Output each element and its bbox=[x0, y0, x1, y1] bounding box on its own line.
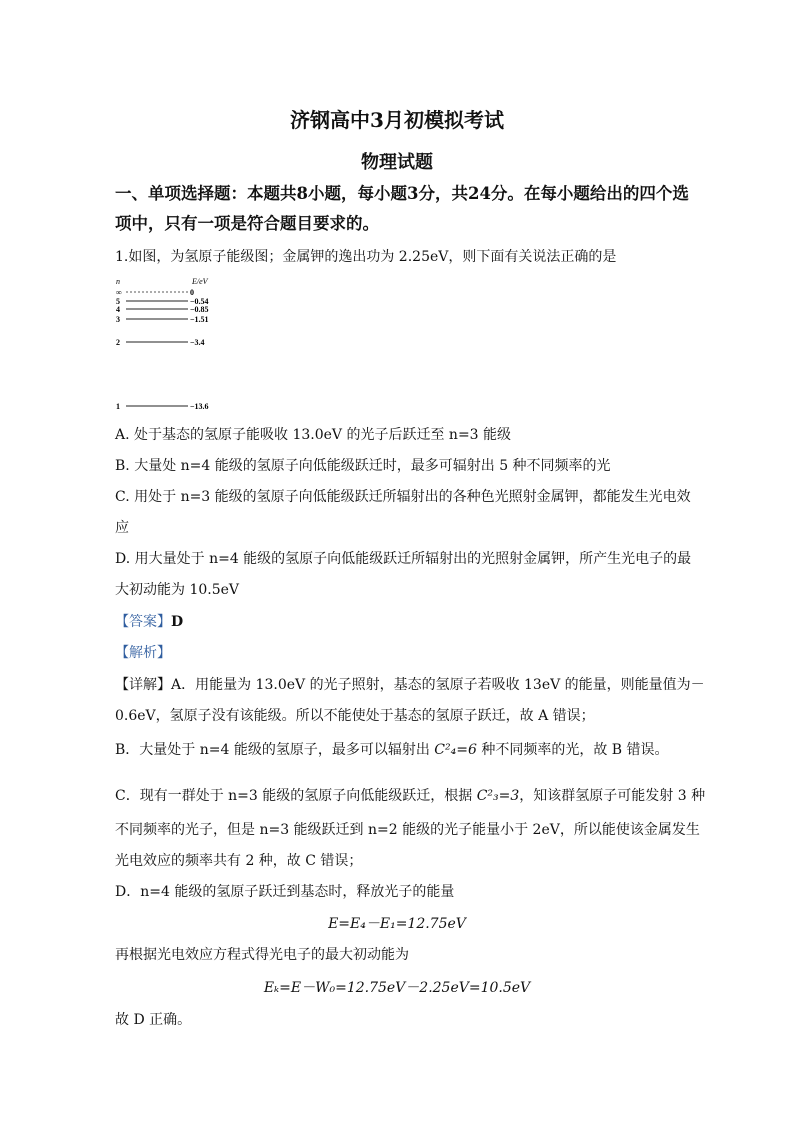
explain-c-line-1 bbox=[115, 786, 705, 806]
level-energy-label: −13.6 bbox=[190, 402, 209, 411]
level-n-label: ∞ bbox=[116, 288, 122, 297]
explain-c-prefix: C．现有一群处于 n=3 能级的氢原子向低能级跃迁，根据 bbox=[115, 788, 477, 804]
option-d-line-2: 大初动能为 10.5eV bbox=[115, 582, 240, 598]
level-n-label: 3 bbox=[116, 315, 120, 324]
page-title: 济钢高中3月初模拟考试 bbox=[290, 108, 504, 132]
explain-c-line-3: 光电效应的频率共有 2 种，故 C 错误； bbox=[115, 853, 363, 869]
level-n-label: 1 bbox=[116, 402, 120, 411]
level-energy-label: 0 bbox=[190, 288, 194, 297]
answer-label: 【答案】 bbox=[115, 614, 171, 630]
question-stem: 1.如图，为氢原子能级图；金属钾的逸出功为 2.25eV，则下面有关说法正确的是 bbox=[115, 249, 617, 265]
explain-a-line-2: 0.6eV，氢原子没有该能级。所以不能使处于基态的氢原子跃迁，故 A 错误； bbox=[115, 708, 595, 724]
option-c-line-1: C. 用处于 n=3 能级的氢原子向低能级跃迁所辐射出的各种色光照射金属钾，都能发生光电效 bbox=[115, 489, 691, 505]
explain-b-formula: C²₄=6 bbox=[434, 742, 477, 758]
explain-d-line-2: 再根据光电效应方程式得光电子的最大初动能为 bbox=[115, 947, 409, 963]
diagram-levels bbox=[116, 288, 209, 411]
answer-value: D bbox=[171, 614, 184, 630]
level-energy-label: −0.54 bbox=[190, 297, 209, 306]
explain-b-suffix: 种不同频率的光，故 B 错误。 bbox=[476, 742, 669, 758]
explain-c-formula: C²₃=3 bbox=[476, 788, 520, 804]
option-a: A. 处于基态的氢原子能吸收 13.0eV 的光子后跃迁至 n=3 能级 bbox=[115, 427, 512, 443]
equation-photon-energy: E=E₄－E₁=12.75eV bbox=[328, 916, 466, 932]
explain-c-line-2: 不同频率的光子，但是 n=3 能级跃迁到 n=2 能级的光子能量小于 2eV，所以能使该金属发生 bbox=[115, 822, 700, 838]
level-n-label: 4 bbox=[116, 305, 120, 314]
option-c-line-2: 应 bbox=[115, 520, 129, 536]
option-d-line-1: D. 用大量处于 n=4 能级的氢原子向低能级跃迁所辐射出的光照射金属钾，所产生光电子的最 bbox=[115, 551, 692, 567]
level-energy-label: −0.85 bbox=[190, 305, 209, 314]
energy-level-diagram bbox=[112, 275, 242, 420]
level-n-label: 2 bbox=[116, 338, 120, 347]
diagram-axis-e: E/eV bbox=[192, 277, 208, 286]
level-energy-label: −3.4 bbox=[190, 338, 205, 347]
section-heading-line-2: 项中，只有一项是符合题目要求的。 bbox=[115, 214, 379, 233]
level-energy-label: −1.51 bbox=[190, 315, 209, 324]
explain-d-line-1: D．n=4 能级的氢原子跃迁到基态时，释放光子的能量 bbox=[115, 884, 455, 900]
level-n-label: 5 bbox=[116, 297, 120, 306]
diagram-axis-n: n bbox=[116, 277, 120, 286]
section-heading-line-1: 一、单项选择题：本题共8小题，每小题3分，共24分。在每小题给出的四个选 bbox=[115, 184, 689, 203]
explain-b bbox=[115, 740, 669, 760]
explain-a-line-1: 【详解】A．用能量为 13.0eV 的光子照射，基态的氢原子若吸收 13eV 的能量，则能量值为－ bbox=[115, 677, 705, 693]
explain-d-line-3: 故 D 正确。 bbox=[115, 1012, 192, 1028]
equation-max-kinetic-energy: Eₖ=E－W₀=12.75eV－2.25eV=10.5eV bbox=[263, 980, 531, 996]
analysis-label: 【解析】 bbox=[115, 645, 171, 661]
explain-b-prefix: B．大量处于 n=4 能级的氢原子，最多可以辐射出 bbox=[115, 742, 435, 758]
explain-c-suffix: ，知该群氢原子可能发射 3 种 bbox=[519, 788, 706, 804]
option-b: B. 大量处 n=4 能级的氢原子向低能级跃迁时，最多可辐射出 5 种不同频率的光 bbox=[115, 458, 611, 474]
page-subtitle: 物理试题 bbox=[361, 152, 433, 173]
answer-line bbox=[115, 612, 183, 632]
